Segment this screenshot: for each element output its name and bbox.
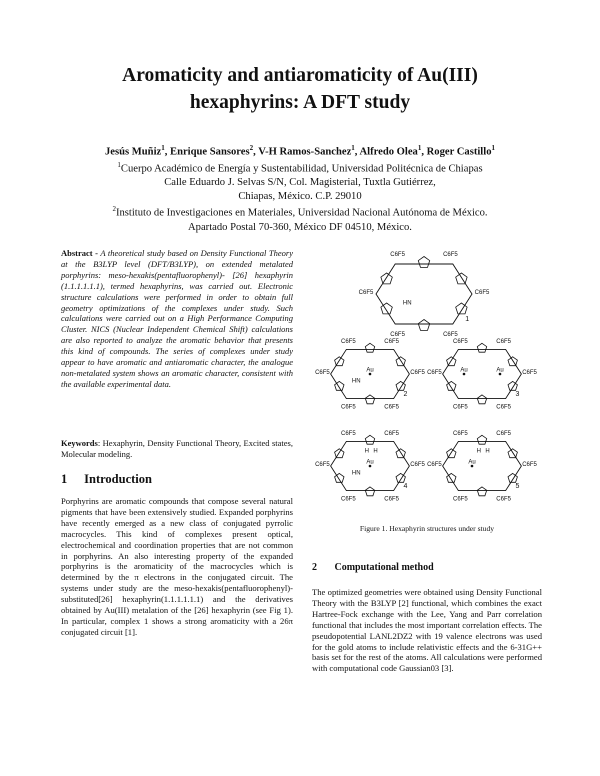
hexaphyrin-figure	[312, 246, 542, 516]
affiliation-sup: 2	[112, 205, 116, 214]
substituent-label: C6F5	[390, 332, 405, 338]
affiliation-sup: 1	[117, 161, 121, 170]
structure-number: 5	[515, 483, 520, 491]
metal-label: Au	[468, 459, 476, 466]
metal-label: Au	[366, 367, 374, 374]
substituent-label: C6F5	[390, 252, 405, 258]
pyrrole-ring	[365, 487, 374, 496]
substituent-label: C6F5	[384, 496, 399, 503]
keywords	[61, 438, 293, 460]
section-number: 1	[61, 472, 68, 486]
computational-method-text: The optimized geometries were obtained using Density Functional Theory with the B3LYP [2] functional, which combines the exact Hartree-Fock exchange with the Lee, Yang and Parr correlation functional that includes the most important correlation effects. The pseudopotential LANL2DZ2 with 19 valence electrons was used for the gold atoms to include relativistic effects and the 6-31G++ basis set for the rest of the atoms. All calculations were performed with computational code Gaussian03 [3].	[312, 587, 542, 674]
substituent-label: C6F5	[496, 430, 511, 437]
hexaphyrin-structures	[312, 246, 542, 516]
author-sup: 1	[417, 144, 422, 152]
substituent-label: C6F5	[453, 404, 468, 411]
pyrrole-ring	[477, 395, 486, 404]
abstract-label: Abstract -	[61, 248, 98, 258]
substituent-label: C6F5	[474, 290, 490, 296]
pyrrole-ring	[418, 257, 429, 268]
keywords-label: Keywords	[61, 438, 98, 448]
h-label: H	[476, 448, 482, 455]
introduction-text: Porphyrins are aromatic compounds that compose several natural pigments that have been extensively studied. Expanded porphyrins have recently emerged as a new class of conjugated pyrrolic macrocycles. This kind of complexes present optical, electrochemical and coordination properties that are not common in porphyrins. An also interesting property of the expanded porphyrins is the aromaticity of the macrocycles which is determined by the π electrons in the conjugated circuit. The systems under study are the meso-hexakis(pentafluorophenyl)-substituted[26] hexaphyrin(1.1.1.1.1.1) and the derivatives obtained by Au(III) metalation of the [26] hexaphyrin (see Fig 1). In particular, complex 1 shows a strong aromaticity with a 26π conjugated circuit [1].	[61, 496, 293, 637]
pyrrole-ring	[477, 343, 486, 352]
substituent-label: C6F5	[341, 338, 356, 345]
pyrrole-ring	[418, 320, 429, 331]
pyrrole-ring	[365, 435, 374, 444]
section-title: Computational method	[334, 562, 434, 573]
author-sup: 1	[491, 144, 495, 152]
title-line-2: hexaphyrins: A DFT study	[189, 92, 411, 113]
affiliation-line: Instituto de Investigaciones en Materiales, Universidad Nacional Autónoma de México.	[115, 207, 488, 219]
substituent-label: C6F5	[496, 496, 511, 503]
macrocycle	[443, 441, 522, 490]
authors-block	[80, 142, 520, 234]
author-name: Roger Castillo	[426, 146, 492, 158]
nh-label: HN	[351, 470, 361, 477]
substituent-label: C6F5	[315, 462, 330, 468]
author-name: Alfredo Olea	[359, 146, 418, 158]
substituent-label: C6F5	[496, 404, 511, 411]
metal-label: Au	[496, 367, 504, 374]
affiliation-2	[80, 203, 520, 220]
section-1-heading	[61, 472, 152, 487]
metal-label: Au	[460, 367, 468, 374]
h-label: H	[364, 448, 370, 455]
substituent-label: C6F5	[341, 430, 356, 437]
substituent-label: C6F5	[384, 338, 399, 345]
affiliation-line: Cuerpo Académico de Energía y Sustentabilidad, Universidad Politécnica de Chiapas	[120, 163, 483, 175]
substituent-label: C6F5	[341, 404, 356, 411]
pyrrole-ring	[365, 343, 374, 352]
macrocycle	[376, 264, 472, 324]
author-name: V-H Ramos-Sanchez	[258, 146, 352, 158]
nh-label: HN	[351, 378, 361, 385]
substituent-label: C6F5	[522, 462, 537, 468]
macrocycle	[443, 349, 522, 398]
affiliation-1	[80, 159, 520, 176]
author-names: Jesús Muñiz$^1$, Enrique Sansores$^2$, V-H Ramos-Sanchez$^1$, Alfredo Olea$^1$, Roger Castillo$^1$	[105, 144, 495, 158]
substituent-label: C6F5	[453, 430, 468, 437]
substituent-label: C6F5	[496, 338, 511, 345]
structure-number: 4	[403, 483, 408, 491]
h-label: H	[485, 448, 490, 455]
pyrrole-ring	[477, 435, 486, 444]
structure-number: 2	[403, 391, 408, 399]
h-label: H	[373, 448, 378, 455]
title-line-1: Aromaticity and antiaromaticity of Au(III)	[122, 65, 478, 86]
author-name: Jesús Muñiz	[105, 146, 162, 158]
metal-label: Au	[366, 459, 374, 466]
author-sup: 2	[249, 144, 254, 152]
figure-caption: Figure 1. Hexaphyrin structures under study	[359, 524, 495, 533]
author-sup: 1	[161, 144, 165, 152]
affiliation-line: Apartado Postal 70-360, México DF 04510, México.	[188, 221, 412, 233]
abstract-text: A theoretical study based on Density Functional Theory at the B3LYP level (DFT/B3LYP), on extended metalated porphyrins: meso-hexakis(pentafluorophenyl)- [26] hexaphyrin (1.1.1.1.1.1), termed hexaphyrins, was carried out. Electronic structure calculations were performed in order to obtain full geometry optimizations of the complexes under study. Such calculations were carried out on a High Performance Computing Cluster. NICS (Nuclear Independent Chemical Shift) calculations are also reported to analyze the aromatic behavior that presents this kind of compounds. The series of complexes under study appear to have aromatic and antiaromatic character, the analogue non-metalated system shows an aromatic character, consistent with the available experimental data.	[61, 248, 293, 389]
nh-label: HN	[402, 300, 412, 307]
structure-number: 1	[465, 316, 470, 323]
pyrrole-ring	[365, 395, 374, 404]
substituent-label: C6F5	[384, 404, 399, 411]
paper-title	[60, 62, 540, 116]
substituent-label: C6F5	[427, 370, 442, 376]
section-2-heading	[312, 562, 434, 573]
substituent-label: C6F5	[358, 290, 374, 296]
author-name: Enrique Sansores	[170, 146, 250, 158]
substituent-label: C6F5	[453, 338, 468, 345]
affiliation-line: Calle Eduardo J. Selvas S/N, Col. Magisterial, Tuxtla Gutiérrez,	[164, 177, 436, 189]
substituent-label: C6F5	[341, 496, 356, 503]
substituent-label: C6F5	[443, 332, 458, 338]
structure-number: 3	[515, 391, 520, 399]
pyrrole-ring	[477, 487, 486, 496]
affiliation-line: Chiapas, México. C.P. 29010	[238, 190, 362, 202]
substituent-label: C6F5	[427, 462, 442, 468]
substituent-label: C6F5	[453, 496, 468, 503]
section-title: Introduction	[84, 472, 152, 486]
substituent-label: C6F5	[443, 252, 458, 258]
pyrrole-ring	[456, 273, 467, 284]
abstract	[61, 248, 293, 390]
substituent-label: C6F5	[410, 370, 425, 376]
substituent-label: C6F5	[384, 430, 399, 437]
author-sup: 1	[351, 144, 355, 152]
substituent-label: C6F5	[410, 462, 425, 468]
substituent-label: C6F5	[522, 370, 537, 376]
substituent-label: C6F5	[315, 370, 330, 376]
keywords-text: : Hexaphyrin, Density Functional Theory, Excited states, Molecular modeling.	[61, 438, 293, 459]
pyrrole-ring	[381, 273, 392, 284]
section-number: 2	[312, 562, 317, 573]
